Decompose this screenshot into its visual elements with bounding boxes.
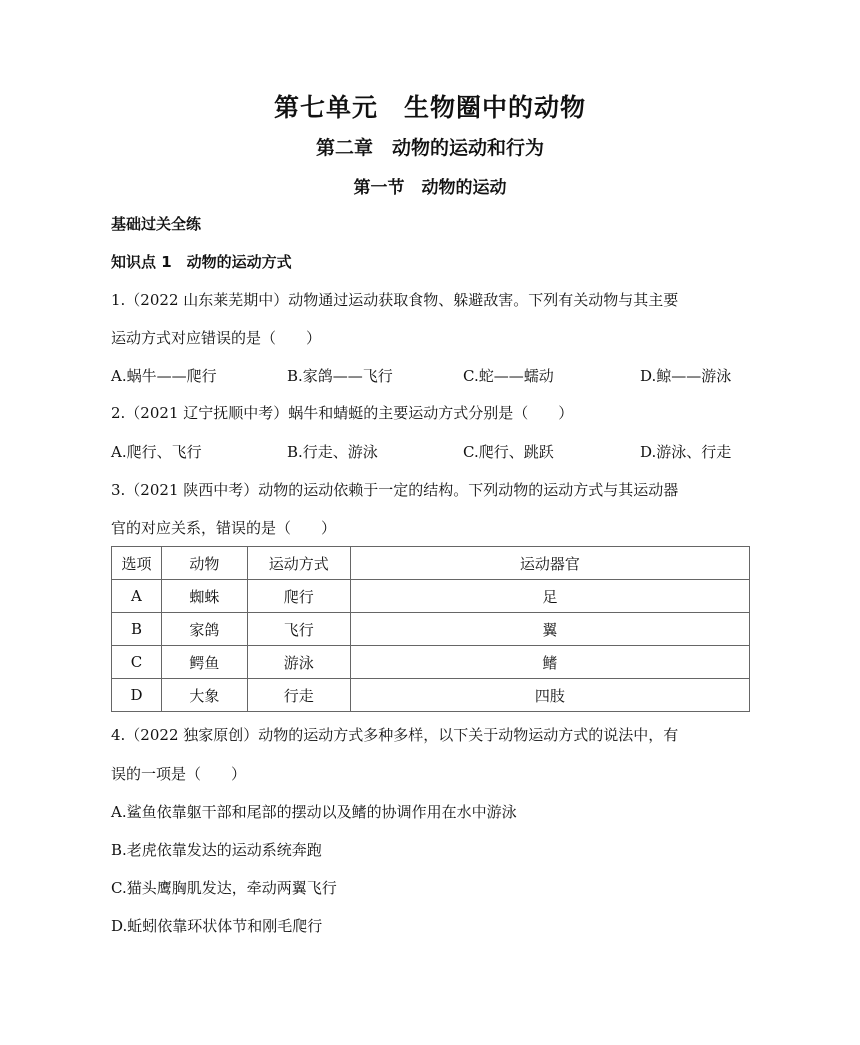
table-cell: 足 bbox=[350, 580, 749, 613]
question-1-line-1: 1.（2022 山东莱芜期中）动物通过运动获取食物、躲避敌害。下列有关动物与其主要 bbox=[111, 291, 679, 309]
table-cell: 飞行 bbox=[247, 613, 350, 646]
table-cell: 蜘蛛 bbox=[161, 580, 247, 613]
table-row bbox=[112, 613, 750, 646]
question-1-option-d: D.鲸——游泳 bbox=[640, 367, 732, 385]
unit-title: 第七单元 生物圈中的动物 bbox=[273, 93, 586, 122]
table-cell: 四肢 bbox=[350, 679, 749, 712]
question-2-option-b: B.行走、游泳 bbox=[287, 443, 378, 461]
table-cell: 行走 bbox=[247, 679, 350, 712]
chapter-title: 第二章 动物的运动和行为 bbox=[315, 137, 544, 159]
table-cell: 游泳 bbox=[247, 646, 350, 679]
table-cell: 家鸽 bbox=[161, 613, 247, 646]
table-cell: 鳄鱼 bbox=[161, 646, 247, 679]
table-header-cell: 动物 bbox=[161, 547, 247, 580]
question-1-option-a: A.蜗牛——爬行 bbox=[111, 367, 217, 385]
question-3-line-2: 官的对应关系，错误的是（ ） bbox=[111, 519, 337, 537]
question-4-option-b: B.老虎依靠发达的运动系统奔跑 bbox=[111, 841, 322, 859]
table-cell: 翼 bbox=[350, 613, 749, 646]
section-title: 第一节 动物的运动 bbox=[353, 178, 507, 198]
table-cell: B bbox=[112, 613, 162, 646]
table-cell: 大象 bbox=[161, 679, 247, 712]
question-1-option-b: B.家鸽——飞行 bbox=[287, 367, 393, 385]
answer-table bbox=[111, 546, 750, 712]
question-4-option-d: D.蚯蚓依靠环状体节和刚毛爬行 bbox=[111, 917, 323, 935]
knowledge-point-heading: 知识点 1 动物的运动方式 bbox=[111, 253, 292, 271]
table-cell: 爬行 bbox=[247, 580, 350, 613]
table-cell: A bbox=[112, 580, 162, 613]
question-2-option-d: D.游泳、行走 bbox=[640, 443, 732, 461]
question-2-line-1: 2.（2021 辽宁抚顺中考）蜗牛和蜻蜓的主要运动方式分别是（ ） bbox=[111, 404, 574, 422]
table-row bbox=[112, 580, 750, 613]
question-2-option-c: C.爬行、跳跃 bbox=[463, 443, 554, 461]
table-cell: D bbox=[112, 679, 162, 712]
table-header-cell: 运动器官 bbox=[350, 547, 749, 580]
question-1-line-2: 运动方式对应错误的是（ ） bbox=[111, 329, 322, 347]
table-cell: C bbox=[112, 646, 162, 679]
table-row bbox=[112, 646, 750, 679]
question-2-option-a: A.爬行、飞行 bbox=[111, 443, 202, 461]
table-cell: 鳍 bbox=[350, 646, 749, 679]
table-row bbox=[112, 679, 750, 712]
table-header-cell: 选项 bbox=[112, 547, 162, 580]
table-header-cell: 运动方式 bbox=[247, 547, 350, 580]
question-4-line-2: 误的一项是（ ） bbox=[111, 765, 247, 783]
practice-heading: 基础过关全练 bbox=[111, 215, 202, 233]
question-3-line-1: 3.（2021 陕西中考）动物的运动依赖于一定的结构。下列动物的运动方式与其运动器 bbox=[111, 481, 679, 499]
question-1-option-c: C.蛇——蠕动 bbox=[463, 367, 554, 385]
question-4-option-a: A.鲨鱼依靠躯干部和尾部的摆动以及鳍的协调作用在水中游泳 bbox=[111, 803, 517, 821]
question-4-option-c: C.猫头鹰胸肌发达，牵动两翼飞行 bbox=[111, 879, 337, 897]
table-header-row bbox=[112, 547, 750, 580]
question-4-line-1: 4.（2022 独家原创）动物的运动方式多种多样，以下关于动物运动方式的说法中，有 bbox=[111, 726, 679, 744]
